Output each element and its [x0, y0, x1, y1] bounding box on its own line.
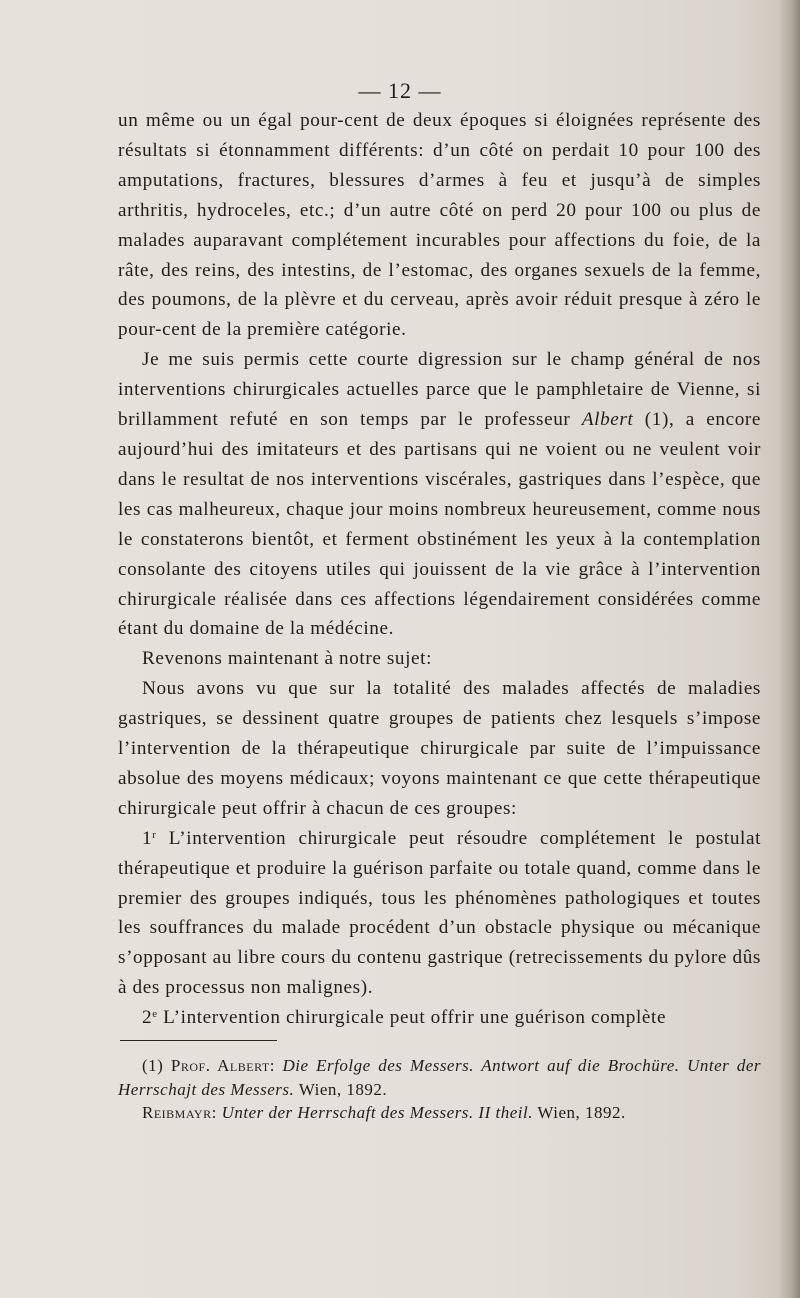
author-name-albert: Albert — [581, 409, 634, 431]
paragraph-2 — [118, 345, 761, 644]
footnote-divider — [120, 1040, 277, 1041]
footnote-title: Unter der Herrschaft des Messers. II theil. — [221, 1103, 533, 1122]
paragraph-6-text: L’intervention chirurgicale peut offrir une guérison complète — [157, 1007, 667, 1029]
footnote-2 — [118, 1101, 761, 1125]
footnote-separator: : — [269, 1056, 283, 1075]
paragraph-4: Nous avons vu que sur la totalité des malades affectés de maladies gastriques, se dessinent quatre groupes de patients chez lesquels s’impose l’intervention de la thérapeutique chirurgicale par suite de l’impuissance absolue des moyens médicaux; voyons maintenant ce que cette thérapeutique chirurgicale peut offrir à chacun de ces groupes: — [118, 678, 761, 819]
footnote-1 — [118, 1054, 761, 1101]
item-number: 1 — [142, 827, 153, 849]
footnotes — [118, 1054, 761, 1125]
page-number: — 12 — — [358, 78, 442, 103]
footnote-author: Prof. Albert — [170, 1056, 270, 1075]
footnote-separator: : — [211, 1103, 222, 1122]
footnote-marker: (1) — [142, 1056, 164, 1075]
item-number: 2 — [142, 1007, 153, 1029]
footnote-title: Die Erfolge des Messers. Antwort auf die Brochüre. Unter der Herrschajt des Messers. — [118, 1056, 761, 1099]
footnote-place-date: Wien, 1892. — [294, 1079, 388, 1099]
body-text — [118, 106, 761, 1033]
paragraph-3: Revenons maintenant à notre sujet: — [142, 648, 433, 670]
ordinal-superscript: r — [152, 828, 157, 841]
paragraph-2-part-a: Je me suis permis cette courte digression sur le champ général de nos interventions chirurgicales actuelles parce que le pamphletaire de Vienne, si brillamment refuté en son temps par le professeur — [118, 349, 761, 431]
footnote-author: Reibmayr — [142, 1103, 212, 1122]
ordinal-superscript: e — [152, 1008, 158, 1021]
paragraph-6 — [118, 1003, 761, 1033]
footnote-place-date: Wien, 1892. — [532, 1103, 626, 1122]
paragraph-2-part-b: (1), a encore aujourd’hui des imitateurs et des partisans qui ne voient ou ne veulent voir dans le resultat de nos interventions viscérales, gastriques dans l’espèce, que les cas malheureux, chaque jour moins nombreux heureusement, comme nous le constaterons bientôt, et ferment obstinément les yeux à la contemplation consolante des citoyens utiles qui jouissent de la vie grâce à l’intervention chirurgicale réalisée dans ces affections légendairement considérées comme étant du domaine de la médécine. — [118, 409, 761, 640]
page-edge-shadow — [778, 0, 800, 1298]
paragraph-5 — [118, 824, 761, 1003]
paragraph-5-text: L’intervention chirurgicale peut résoudre complétement le postulat thérapeutique et produire la guérison parfaite ou totale quand, comme dans le premier des groupes indiqués, tous les phénomènes pathologiques et toutes les souffrances du malade procédent d’un obstacle physique ou mécanique s’opposant au libre cours du contenu gastrique (retrecissements du pylore dûs à des processus non malignes). — [118, 827, 761, 999]
paragraph-1: un même ou un égal pour-cent de deux époques si éloignées représente des résultats si étonnamment différents: d’un côté on perdait 10 pour 100 des amputations, fractures, blessures d’armes à feu et jusqu’à de simples arthritis, hydroceles, etc.; d’un autre côté on perd 20 pour 100 ou plus de malades auparavant complétement incurables pour affections du foie, de la râte, des reins, des intestins, de l’estomac, des organes sexuels de la femme, des poumons, de la plèvre et du cerveau, après avoir réduit presque à zéro le pour-cent de la première catégorie. — [118, 110, 761, 341]
